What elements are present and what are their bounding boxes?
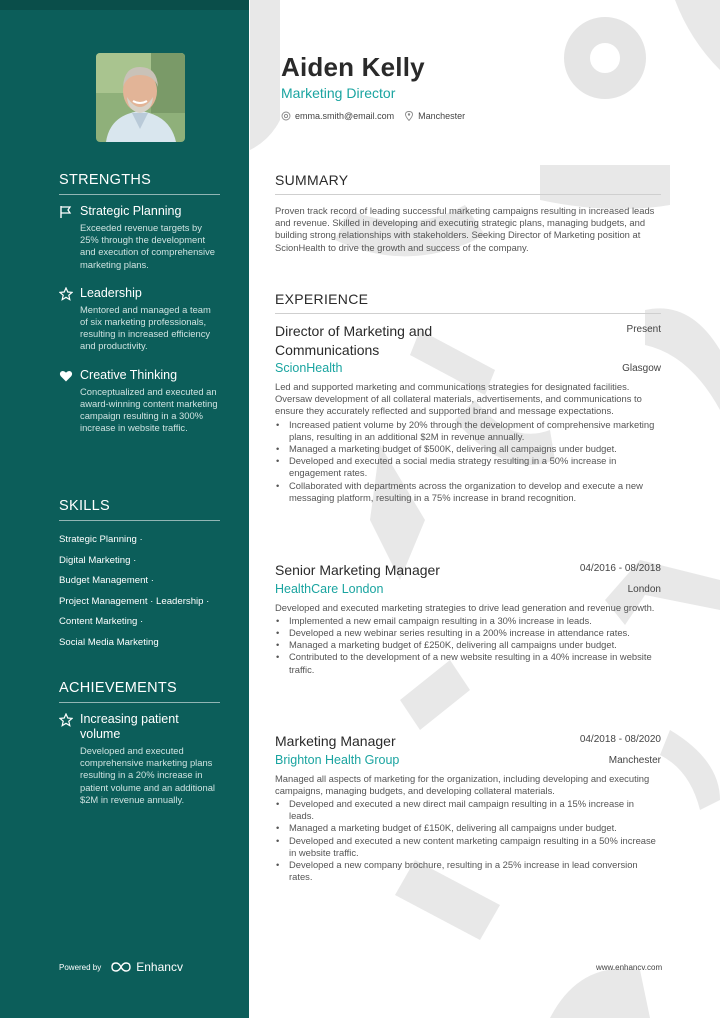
skills-section: [59, 498, 220, 653]
strength-title: Creative Thinking: [80, 367, 178, 382]
job-bullet: • Implemented a new email campaign resulting in a 30% increase in leads.: [275, 615, 661, 627]
powered-by: [59, 960, 183, 974]
achievement-title: Increasing patient volume: [80, 712, 179, 741]
sidebar: [0, 0, 249, 1018]
achievements-heading: ACHIEVEMENTS: [59, 680, 220, 703]
powered-by-label: Powered by: [59, 962, 102, 972]
footer-url[interactable]: www.enhancv.com: [596, 963, 663, 972]
skill-line: Project Management · Leadership ·: [59, 595, 210, 607]
strength-item: [59, 204, 220, 271]
skill-line: Budget Management ·: [59, 575, 154, 586]
achievements-section: [59, 680, 220, 806]
achievement-desc: Developed and executed comprehensive marketing plans resulting in a 20% increase in patient volume and an additional $2M in revenue annually.: [80, 745, 215, 805]
job-description: Developed and executed marketing strategies to drive lead generation and revenue growth.: [275, 601, 655, 613]
experience-heading: EXPERIENCE: [275, 291, 661, 314]
job-description: Led and supported marketing and communications strategies for designated facilities. Oversaw development of all collateral materials, advertisements, and communications to ensure they accurately reflected and supported brand and message expectations.: [275, 381, 642, 417]
candidate-name: Aiden Kelly: [281, 52, 425, 82]
location-text: Manchester: [418, 111, 466, 121]
contact-email[interactable]: [281, 111, 394, 121]
job-entry: [275, 732, 661, 883]
candidate-title: Marketing Director: [281, 85, 396, 101]
job-bullet: • Contributed to the development of a new website resulting in a 40% increase in website traffic.: [275, 651, 661, 675]
enhancv-logo[interactable]: [109, 960, 183, 974]
job-location: Glasgow: [622, 363, 661, 374]
job-bullets: [275, 798, 661, 883]
job-date: 04/2016 - 08/2018: [579, 563, 661, 574]
summary-heading: SUMMARY: [275, 172, 661, 195]
star-icon: [59, 287, 73, 301]
enhancv-logo-icon: [109, 961, 133, 973]
job-entry: [275, 561, 661, 676]
strength-title: Strategic Planning: [80, 204, 182, 218]
job-role: Senior Marketing Manager: [275, 562, 440, 578]
job-description: Managed all aspects of marketing for the organization, including developing and executing campaigns, managing budgets, and developing collateral materials.: [275, 772, 650, 796]
job-date: Present: [626, 324, 661, 335]
email-text: emma.smith@email.com: [295, 111, 395, 121]
skills-heading: SKILLS: [59, 498, 220, 521]
strength-desc: Exceeded revenue targets by 25% through the development and execution of comprehensive marketing plans.: [80, 222, 215, 270]
job-bullet: • Managed a marketing budget of £250K, delivering all campaigns under budget.: [275, 639, 661, 651]
job-company: HealthCare London: [275, 581, 384, 596]
strength-item: [59, 286, 220, 353]
strength-desc: Mentored and managed a team of six marketing professionals, resulting in increased efficiency and productivity.: [80, 303, 211, 352]
profile-photo: [96, 53, 185, 142]
job-bullet: • Developed and executed a social media strategy resulting in a 50% increase in engagement rates.: [275, 455, 661, 479]
enhancv-brand-text: Enhancv: [136, 960, 183, 974]
strength-title: Leadership: [80, 285, 142, 300]
summary-text: Proven track record of leading successful marketing campaigns resulting in increased leads and revenue. Skilled in developing and executing strategic plans, managing budgets, and building strong relationships with stakeholders. Seeking Director of Marketing position at ScionHealth to drive the growth and success of the company.: [275, 205, 655, 253]
job-bullet: • Managed a marketing budget of $500K, delivering all campaigns under budget.: [275, 443, 661, 455]
job-bullet: • Developed and executed a new direct mail campaign resulting in a 15% increase in leads.: [275, 798, 661, 822]
job-role: Marketing Manager: [275, 733, 396, 749]
job-bullet: • Collaborated with departments across the organization to develop and execute a new messaging platform, resulting in a 75% increase in brand recognition.: [275, 480, 661, 504]
job-date: 04/2018 - 08/2020: [579, 734, 661, 745]
job-bullet: • Developed a new webinar series resulting in a 200% increase in attendance rates.: [275, 627, 661, 639]
flag-icon: [59, 205, 73, 219]
sidebar-top-bar: [0, 0, 249, 10]
job-company: Brighton Health Group: [275, 752, 400, 767]
strengths-section: [59, 172, 220, 434]
skill-line: Content Marketing ·: [59, 616, 144, 627]
skill-line: Strategic Planning ·: [59, 534, 143, 545]
at-icon: [281, 111, 291, 121]
contact-row: [281, 111, 465, 121]
star-icon: [59, 713, 73, 727]
job-bullets: [275, 615, 661, 676]
job-role: Director of Marketing and Communications: [275, 323, 433, 358]
job-bullet: • Developed and executed a new content marketing campaign resulting in a 50% increase in website traffic.: [275, 835, 661, 859]
job-location: Manchester: [608, 754, 661, 766]
heart-icon: [59, 369, 73, 383]
skill-line: Social Media Marketing: [59, 636, 159, 648]
job-entry: [275, 322, 661, 504]
strength-item: [59, 368, 220, 435]
job-company: ScionHealth: [275, 361, 343, 375]
job-location: London: [627, 583, 661, 595]
contact-location: [404, 111, 465, 121]
location-pin-icon: [404, 111, 414, 121]
achievement-item: [59, 712, 220, 806]
job-bullet: • Developed a new company brochure, resulting in a 25% increase in lead conversion rates.: [275, 859, 661, 883]
skill-line: Digital Marketing ·: [59, 554, 137, 566]
strengths-heading: STRENGTHS: [59, 172, 220, 195]
strength-desc: Conceptualized and executed an award-winning content marketing campaign resulting in a 300% increase in website traffic.: [80, 385, 218, 434]
job-bullet: • Increased patient volume by 20% through the development of comprehensive marketing plans, resulting in an additional $2M in revenue annually.: [275, 419, 661, 443]
job-bullets: [275, 419, 661, 504]
job-bullet: • Managed a marketing budget of £150K, delivering all campaigns under budget.: [275, 822, 661, 834]
